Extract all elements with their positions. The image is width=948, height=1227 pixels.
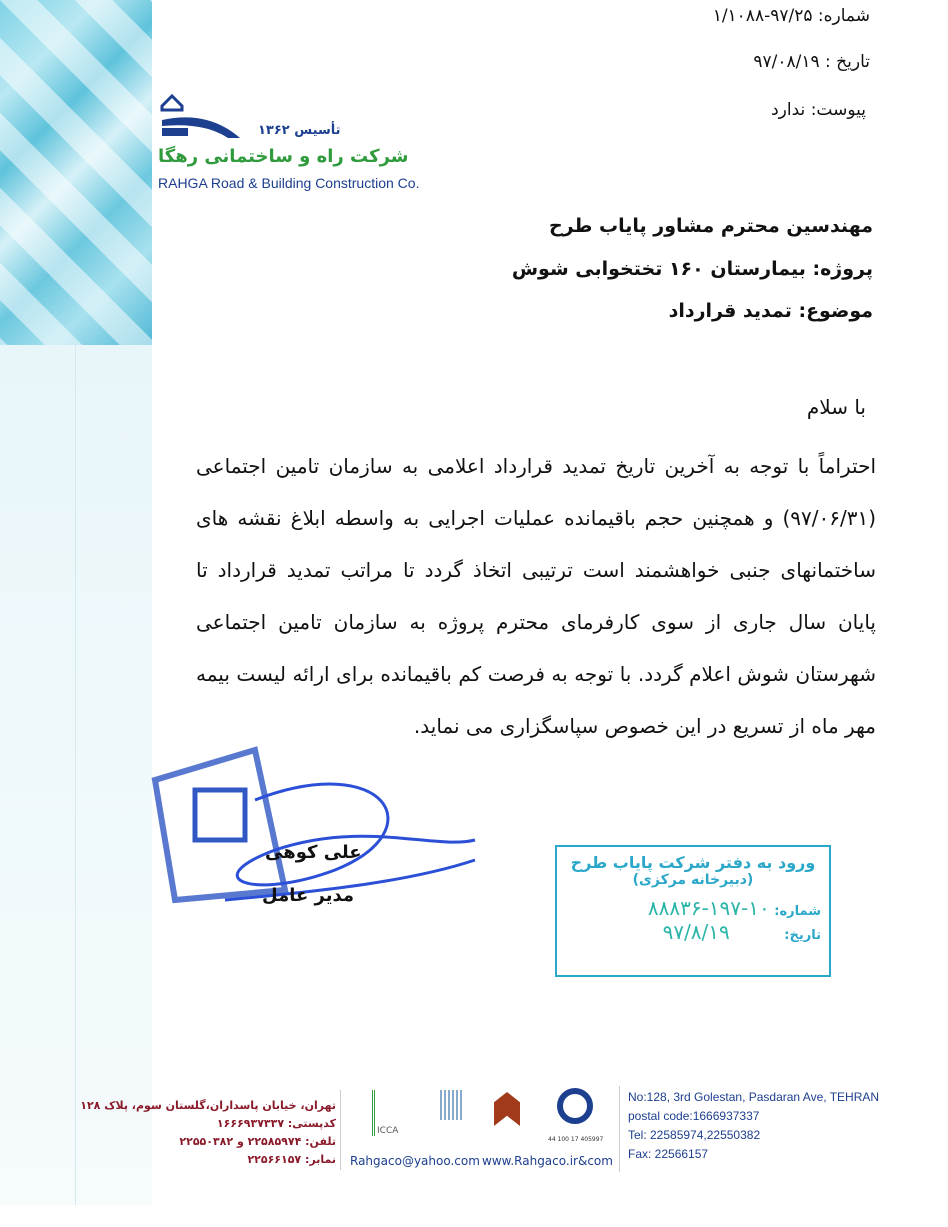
letter-number: شماره: ۹۷/۲۵-۱/۱۰۸۸ xyxy=(712,6,870,26)
stamp-line1: ورود به دفتر شرکت پایاب طرح xyxy=(570,853,816,872)
divider xyxy=(75,345,76,1205)
receipt-stamp xyxy=(555,845,831,977)
footer-fa-fax: نمابر: ۲۲۵۶۶۱۵۷ xyxy=(247,1153,336,1166)
subject: موضوع: تمدید قرارداد xyxy=(668,300,873,322)
footer-fa-tel: تلفن: ۲۲۵۸۵۹۷۴ و ۲۲۵۵۰۳۸۲ xyxy=(179,1135,336,1148)
footer-en-fax: Fax: 22566157 xyxy=(628,1147,709,1161)
signatory-title: مدیر عامل xyxy=(262,885,355,906)
association-logo xyxy=(494,1092,520,1126)
recipient: مهندسین محترم مشاور پایاب طرح xyxy=(548,215,873,237)
logo-mark-icon xyxy=(158,92,248,142)
footer-en-address: No:128, 3rd Golestan, Pasdaran Ave, TEHRAN xyxy=(628,1090,880,1104)
footer-divider xyxy=(340,1090,341,1170)
icca-logo: ICCA xyxy=(372,1090,405,1136)
stamp-date: تاریخ: ۹۷/۸/۱۹ xyxy=(662,920,821,944)
footer-fa-contact xyxy=(80,1097,336,1169)
footer-en-tel: Tel: 22585974,22550382 xyxy=(628,1128,761,1142)
signatory-name: علی کوهی xyxy=(265,842,362,863)
footer-divider-2 xyxy=(619,1086,620,1172)
project: پروژه: بیمارستان ۱۶۰ تختخوابی شوش xyxy=(511,258,873,280)
iso-logo xyxy=(557,1088,593,1124)
footer-en-postal: postal code:1666937337 xyxy=(628,1109,760,1123)
iso-number: 44 100 17 405997 xyxy=(548,1136,604,1143)
footer-fa-postal: کدپستی: ۱۶۶۶۹۳۷۳۳۷ xyxy=(216,1117,336,1130)
logo-name-en: RAHGA Road & Building Construction Co. xyxy=(158,175,420,191)
letter-body: احتراماً با توجه به آخرین تاریخ تمدید قرارداد اعلامی به سازمان تامین اجتماعی (۹۷/۰۶/۳۱) و همچنین حجم باقیمانده عملیات اجرایی به واسطه ابلاغ نقشه های ساختمانهای جنبی خواهشمند است ترتیبی اتخاذ گردد تا مراتب تمدید قرارداد تا پایان سال جاری از سوی کارفرمای محترم پروژه به سازمان تامین اجتماعی شهرستان شوش اعلام گردد. با توجه به فرصت کم باقیمانده برای ارائه لیست بیمه مهر ماه از تسریع در این خصوص سپاسگزاری می نماید. xyxy=(196,454,876,738)
letterhead-strip xyxy=(0,345,152,1205)
footer-en-contact xyxy=(628,1088,879,1164)
greeting: با سلام xyxy=(806,395,866,419)
footer-fa-address: تهران، خیابان پاسداران،گلستان سوم، پلاک ۱۲۸ xyxy=(80,1099,336,1112)
certificate-logo xyxy=(440,1090,464,1120)
stamp-line2: (دبیرخانه مرکزی) xyxy=(632,872,754,888)
letter-date: تاریخ : ۹۷/۰۸/۱۹ xyxy=(753,52,870,72)
logo-founded: تأسیس ۱۳۶۲ xyxy=(258,123,341,138)
footer-email: Rahgaco@yahoo.com xyxy=(350,1154,480,1168)
letterhead-pattern xyxy=(0,0,152,345)
logo-name-fa: شرکت راه و ساختمانی رهگا xyxy=(158,146,409,167)
letter-attachment: پیوست: ندارد xyxy=(771,100,866,120)
stamp-number: شماره: ۱۰-۱۹۷-۸۸۸۳۶ xyxy=(647,896,821,920)
footer-website: www.Rahgaco.ir&com xyxy=(482,1154,613,1168)
